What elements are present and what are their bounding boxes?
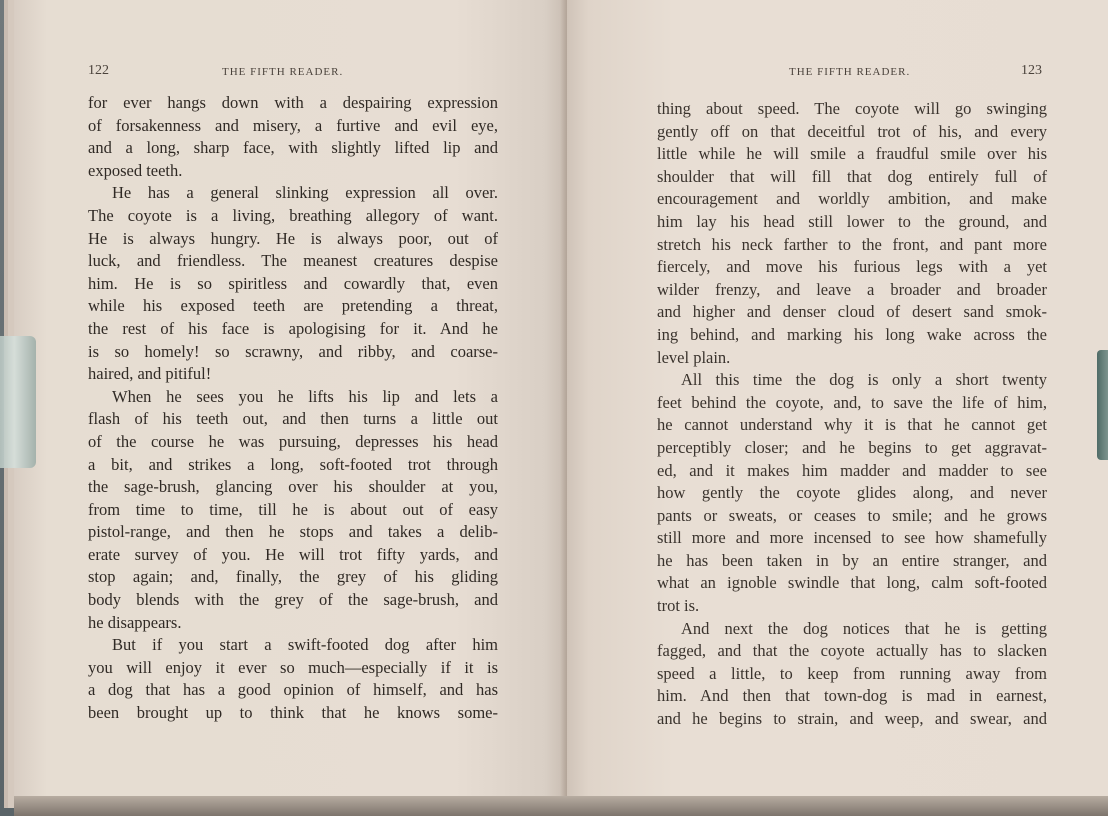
text-line: still more and more incensed to see how shamefully: [657, 528, 1047, 548]
text-line: a bit, and strikes a long, soft-footed trot through: [88, 454, 498, 474]
text-line: thing about speed. The coyote will go swinging: [657, 99, 1047, 118]
text-line: pistol-range, and then he stops and takes a delib-: [88, 522, 498, 542]
text-line: feet behind the coyote, and, to save the life of him,: [657, 392, 1047, 412]
right-page-clip: [1097, 350, 1108, 460]
left-page-text: [88, 92, 498, 725]
text-line: haired, and pitiful!: [88, 364, 212, 384]
text-line: he has been taken in by an entire stranger, and: [657, 550, 1047, 570]
text-line: him lay his head still lower to the ground, and: [657, 211, 1047, 231]
text-line: stop again; and, finally, the grey of his gliding: [88, 567, 498, 587]
text-line: All this time the dog is only a short twenty: [681, 370, 1047, 390]
text-line: of the course he was pursuing, depresses his head: [88, 431, 498, 451]
text-line: wilder frenzy, and leave a broader and broader: [657, 279, 1047, 299]
text-line: The coyote is a living, breathing allegory of want.: [88, 205, 498, 225]
text-line: speed a little, to keep from running away from: [657, 663, 1047, 683]
text-line: When he sees you he lifts his lip and lets a: [112, 386, 498, 406]
text-line: trot is.: [657, 596, 700, 616]
text-line: and a long, sharp face, with slightly lifted lip and: [88, 138, 498, 158]
text-line: luck, and friendless. The meanest creatures despise: [88, 251, 498, 271]
left-page-number: 122: [88, 63, 109, 78]
text-line: shoulder that will fill that dog entirely full of: [657, 166, 1047, 186]
text-line: little while he will smile a fraudful smile over his: [657, 144, 1047, 164]
text-line: He has a general slinking expression all over.: [112, 183, 498, 203]
text-line: And next the dog notices that he is getting: [681, 618, 1047, 638]
text-line: ing behind, and marking his long wake across the: [657, 324, 1047, 344]
left-page-clip: [0, 336, 36, 468]
text-line: a dog that has a good opinion of himself, and has: [88, 680, 498, 700]
text-line: stretch his neck farther to the front, and pant more: [657, 234, 1047, 254]
text-line: perceptibly closer; and he begins to get aggravat-: [657, 437, 1047, 457]
text-line: erate survey of you. He will trot fifty yards, and: [88, 544, 498, 564]
text-line: been brought up to think that he knows some-: [88, 703, 498, 723]
text-line: level plain.: [657, 347, 731, 367]
text-line: is so homely! so scrawny, and ribby, and coarse-: [88, 341, 498, 361]
text-line: He is always hungry. He is always poor, out of: [88, 228, 498, 248]
left-page: [14, 0, 567, 808]
text-line: fagged, and that the coyote actually has to slacken: [657, 641, 1047, 661]
text-line: from time to time, till he is about out of easy: [88, 499, 498, 519]
text-line: But if you start a swift-footed dog after him: [112, 635, 498, 655]
text-line: what an ignoble swindle that long, calm soft-footed: [657, 573, 1047, 593]
text-line: how gently the coyote glides along, and never: [657, 483, 1047, 503]
text-line: and he begins to strain, and weep, and swear, and: [657, 709, 1047, 729]
text-line: for ever hangs down with a despairing expression: [88, 93, 498, 112]
text-line: ed, and it makes him madder and madder to see: [657, 460, 1047, 480]
text-line: gently off on that deceitful trot of his, and every: [657, 121, 1047, 141]
text-line: he disappears.: [88, 612, 182, 632]
book-bottom-edge: [14, 796, 1108, 816]
text-line: exposed teeth.: [88, 160, 183, 180]
right-page-number: 123: [1021, 63, 1042, 78]
right-running-head: THE FIFTH READER.: [789, 66, 911, 78]
text-line: him. He is so spiritless and cowardly that, even: [88, 273, 498, 293]
text-line: pants or sweats, or ceases to smile; and he grows: [657, 505, 1047, 525]
text-line: the sage-brush, glancing over his shoulder at you,: [88, 477, 498, 497]
text-line: encouragement and worldly ambition, and make: [657, 189, 1047, 209]
text-line: and higher and denser cloud of desert sand smok-: [657, 302, 1047, 322]
left-running-head: THE FIFTH READER.: [222, 66, 344, 78]
text-line: the rest of his face is apologising for it. And he: [88, 318, 498, 338]
text-line: fiercely, and move his furious legs with a yet: [657, 257, 1047, 277]
right-page: [567, 0, 1108, 808]
right-page-text: [657, 98, 1047, 731]
text-line: while his exposed teeth are pretending a threat,: [88, 296, 498, 316]
text-line: him. And then that town-dog is mad in earnest,: [657, 686, 1047, 706]
text-line: body blends with the grey of the sage-brush, and: [88, 590, 498, 610]
text-line: you will enjoy it ever so much—especially if it is: [88, 657, 498, 677]
text-line: of forsakenness and misery, a furtive and evil eye,: [88, 115, 498, 135]
text-line: flash of his teeth out, and then turns a little out: [88, 409, 498, 429]
text-line: he cannot understand why it is that he cannot get: [657, 415, 1047, 435]
